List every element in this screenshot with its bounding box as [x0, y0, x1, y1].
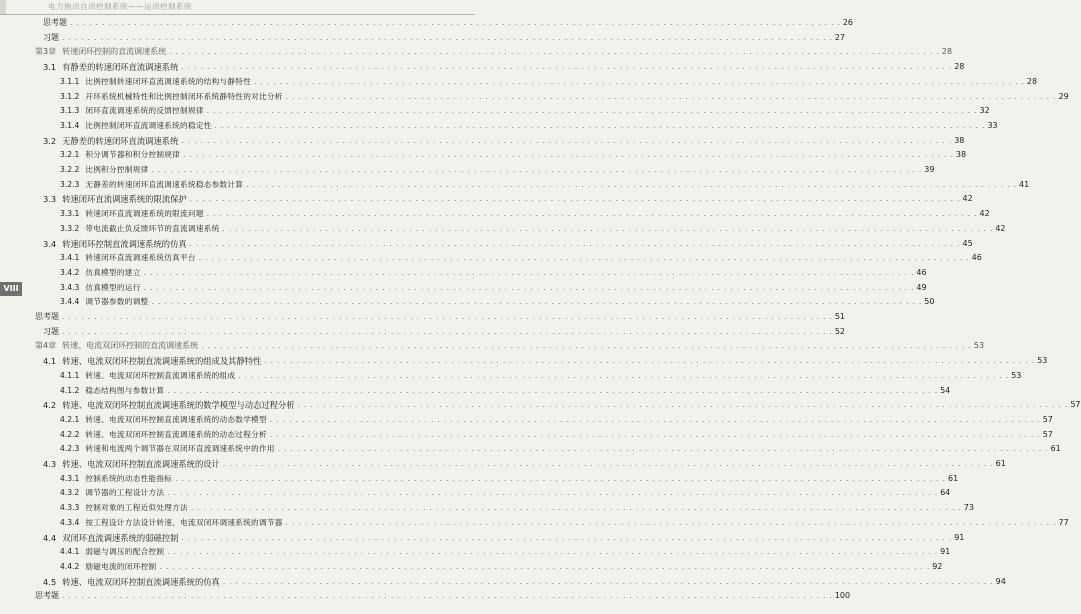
toc-entry[interactable] [0, 105, 990, 117]
toc-entry-heading [0, 311, 59, 323]
toc-page-number: 26 [842, 18, 853, 27]
toc-entry-title: 转速、电流双闭环控制的直流调速系统 [62, 341, 199, 351]
toc-entry-heading [0, 340, 198, 352]
toc-leader-dots: . . . . . . . . . . . . . . . . . . . . . . . . . . . . . . . . . . . . . . . . . . . . . . . . . . . . . . . . . . . . . . . . . . . . . . . . . . . . . . . . . . . . . . . . . . . . . . . . . . . . . . . . . . . . . . . . . . . . . . . . [181, 136, 953, 145]
toc-entry-title: 调节器参数的调整 [85, 297, 149, 307]
toc-entry[interactable] [0, 326, 845, 338]
toc-entry-title: 无静差的转速闭环直流调速系统稳态参数计算 [85, 179, 244, 189]
toc-entry[interactable] [0, 238, 973, 250]
toc-leader-dots: . . . . . . . . . . . . . . . . . . . . . . . . . . . . . . . . . . . . . . . . . . . . . . . . . . . . . . . . . . . . . . . . . . . . . . . . . . . . . . . . . . . . . . . . . . . . . . . . . . . . . . . . . . . . . . . . . . . . . . . . [189, 239, 961, 248]
toc-leader-dots: . . . . . . . . . . . . . . . . . . . . . . . . . . . . . . . . . . . . . . . . . . . . . . . . . . . . . . . . . . . . . . . . . . . . . . . . . . . . . . . . . . . . . . . . . . . . . . . . . . . . . . . . . . . . . . . . . . . . . . . . [151, 166, 923, 174]
toc-entry-heading [0, 370, 235, 382]
toc-entry-title: 稳态结构图与参数计算 [85, 385, 165, 395]
toc-entry-heading [0, 355, 261, 367]
toc-page-number: 64 [940, 488, 951, 498]
toc-entry-number: 4.4.1 [60, 547, 80, 557]
toc-entry-title: 控制对象的工程近似处理方法 [85, 503, 188, 513]
toc-entry-heading [0, 32, 59, 44]
toc-leader-dots: . . . . . . . . . . . . . . . . . . . . . . . . . . . . . . . . . . . . . . . . . . . . . . . . . . . . . . . . . . . . . . . . . . . . . . . . . . . . . . . . . . . . . . . . . . . . . . . . . . . . . . . . . . . . . . . . . . . . . . . . [269, 415, 1041, 424]
toc-entry[interactable] [0, 576, 1006, 588]
toc-entry-number: 3.3.2 [60, 223, 80, 233]
toc-entry-title: 无静差的转速闭环直流调速系统 [62, 135, 179, 146]
toc-entry-heading [0, 135, 178, 147]
toc-entry-title: 转速、电流双闭环控制直流调速系统的设计 [62, 459, 220, 469]
toc-page-number: 49 [916, 282, 927, 292]
toc-entry-title: 转速、电流双闭环控制直流调速系统的组成及其静特性 [62, 356, 262, 367]
toc-entry[interactable] [0, 76, 1038, 88]
toc-entry[interactable] [0, 91, 1069, 103]
toc-entry-number: 4.2 [43, 400, 57, 411]
toc-entry[interactable] [0, 487, 951, 499]
toc-entry-heading [0, 17, 67, 29]
toc-entry-heading [0, 326, 59, 338]
page-corner-mark [0, 0, 6, 14]
toc-entry-heading [0, 576, 220, 588]
toc-entry-number: 4.2.2 [60, 429, 80, 439]
toc-entry-title: 闭环直流调速系统的反馈控制规律 [85, 106, 204, 116]
toc-entry-title: 比例控制转速闭环直流调速系统的结构与静特性 [85, 76, 252, 86]
toc-entry[interactable] [0, 32, 845, 44]
toc-entry-heading [0, 429, 267, 441]
running-header [0, 0, 475, 15]
toc-leader-dots: . . . . . . . . . . . . . . . . . . . . . . . . . . . . . . . . . . . . . . . . . . . . . . . . . . . . . . . . . . . . . . . . . . . . . . . . . . . . . . . . . . . . . . . . . . . . . . . . . . . . . . . . . . . . . . . . . . . . . . . . [277, 445, 1049, 454]
toc-entry-heading [0, 267, 141, 279]
toc-entry-title: 转速闭环控制的直流调速系统 [62, 47, 167, 57]
toc-entry-number: 4.3.1 [60, 473, 80, 483]
toc-entry-number: 3.2.3 [60, 179, 80, 189]
toc-entry-number: 3.3 [43, 194, 57, 205]
toc-entry-number: 3.4.3 [60, 282, 80, 292]
toc-page-number: 38 [954, 135, 965, 145]
toc-entry-number: 4.3.3 [60, 503, 80, 513]
toc-page-number: 45 [962, 238, 973, 248]
toc-leader-dots: . . . . . . . . . . . . . . . . . . . . . . . . . . . . . . . . . . . . . . . . . . . . . . . . . . . . . . . . . . . . . . . . . . . . . . . . . . . . . . . . . . . . . . . . . . . . . . . . . . . . . . . . . . . . . . . . . . . . . . . . [285, 518, 1057, 527]
toc-entry-heading [0, 399, 295, 411]
toc-page-number: 52 [834, 326, 845, 336]
toc-entry-title: 积分调节器和积分控制规律 [85, 150, 181, 160]
toc-entry-number: 4.4.2 [60, 561, 80, 571]
toc-entry-title: 仿真模型的建立 [85, 267, 141, 277]
toc-entry-number: 4.1.2 [60, 385, 80, 395]
toc-entry[interactable] [0, 282, 927, 294]
toc-page-number: 46 [916, 267, 927, 277]
toc-entry-title: 转速、电流双闭环控制直流调速系统的数学模型与动态过程分析 [62, 400, 295, 411]
toc-leader-dots: . . . . . . . . . . . . . . . . . . . . . . . . . . . . . . . . . . . . . . . . . . . . . . . . . . . . . . . . . . . . . . . . . . . . . . . . . . . . . . . . . . . . . . . . . . . . . . . . . . . . . . . . . . . . . . . . . . . . . . . . [264, 357, 1036, 366]
toc-entry-number: 4.2.1 [60, 414, 80, 424]
toc-entry[interactable] [0, 546, 951, 558]
toc-page-number: 57 [1042, 429, 1053, 439]
toc-entry[interactable] [0, 252, 982, 264]
toc-entry-title: 励磁电流的闭环控制 [85, 561, 157, 571]
toc-entry[interactable] [0, 370, 1022, 382]
toc-entry[interactable] [0, 120, 998, 132]
toc-entry-title: 转速闭环直流调速系统的限流保护 [62, 194, 187, 205]
toc-page-number: 42 [979, 209, 990, 219]
toc-entry-heading [0, 76, 251, 88]
toc-entry-title: 弱磁与调压的配合控制 [85, 547, 165, 557]
toc-page-number: 32 [979, 106, 990, 116]
toc-entry-title: 转速、电流双闭环控制直流调速系统的组成 [85, 370, 236, 380]
toc-leader-dots: . . . . . . . . . . . . . . . . . . . . . . . . . . . . . . . . . . . . . . . . . . . . . . . . . . . . . . . . . . . . . . . . . . . . . . . . . . . . . . . . . . . . . . . . . . . . . . . . . . . . . . . . . . . . . . . . . . . . . . . . [222, 224, 994, 233]
toc-leader-dots: . . . . . . . . . . . . . . . . . . . . . . . . . . . . . . . . . . . . . . . . . . . . . . . . . . . . . . . . . . . . . . . . . . . . . . . . . . . . . . . . . . . . . . . . . . . . . . . . . . . . . . . . . . . . . . . . . . . . . . . . [238, 371, 1010, 380]
toc-page-number: 61 [947, 473, 959, 483]
toc-page-number: 61 [1050, 444, 1061, 454]
toc-entry-title: 比例控制闭环直流调速系统的稳定性 [85, 120, 212, 130]
toc-entry-number: 4.2.3 [60, 444, 80, 454]
toc-entry-number: 3.1.4 [60, 120, 80, 130]
toc-page-number: 27 [834, 32, 845, 42]
toc-entry-heading [0, 487, 164, 499]
toc-entry-heading [0, 532, 178, 544]
toc-leader-dots: . . . . . . . . . . . . . . . . . . . . . . . . . . . . . . . . . . . . . . . . . . . . . . . . . . . . . . . . . . . . . . . . . . . . . . . . . . . . . . . . . . . . . . . . . . . . . . . . . . . . . . . . . . . . . . . . . . . . . . . . [198, 254, 970, 263]
toc-entry[interactable] [0, 340, 985, 352]
toc-entry-title: 带电流截止负反馈环节的直流调速系统 [85, 223, 220, 233]
toc-entry-heading [0, 546, 164, 558]
toc-entry-number: 3.1.3 [60, 106, 80, 116]
toc-entry[interactable] [0, 149, 967, 161]
toc-entry[interactable] [0, 193, 973, 205]
toc-leader-dots: . . . . . . . . . . . . . . . . . . . . . . . . . . . . . . . . . . . . . . . . . . . . . . . . . . . . . . . . . . . . . . . . . . . . . . . . . . . . . . . . . . . . . . . . . . . . . . . . . . . . . . . . . . . . . . . . . . . . . . . . [285, 92, 1057, 101]
toc-entry[interactable] [0, 429, 1053, 441]
toc-leader-dots: . . . . . . . . . . . . . . . . . . . . . . . . . . . . . . . . . . . . . . . . . . . . . . . . . . . . . . . . . . . . . . . . . . . . . . . . . . . . . . . . . . . . . . . . . . . . . . . . . . . . . . . . . . . . . . . . . . . . . . . . [143, 268, 915, 277]
toc-entry[interactable] [0, 473, 959, 485]
toc-entry-title: 仿真模型的运行 [85, 282, 141, 292]
toc-entry-title: 控制系统的动态性能指标 [85, 473, 173, 483]
toc-leader-dots: . . . . . . . . . . . . . . . . . . . . . . . . . . . . . . . . . . . . . . . . . . . . . . . . . . . . . . . . . . . . . . . . . . . . . . . . . . . . . . . . . . . . . . . . . . . . . . . . . . . . . . . . . . . . . . . . . . . . . . . . [246, 180, 1018, 189]
toc-entry[interactable] [0, 208, 990, 220]
toc-leader-dots: . . . . . . . . . . . . . . . . . . . . . . . . . . . . . . . . . . . . . . . . . . . . . . . . . . . . . . . . . . . . . . . . . . . . . . . . . . . . . . . . . . . . . . . . . . . . . . . . . . . . . . . . . . . . . . . . . . . . . . . . [214, 121, 986, 130]
toc-entry[interactable] [0, 46, 953, 58]
toc-entry-heading [0, 179, 243, 191]
toc-entry-title: 思考题 [43, 18, 67, 27]
toc-page-number: 54 [940, 385, 951, 395]
toc-entry-heading [0, 296, 148, 308]
toc-entry-heading [0, 458, 220, 470]
toc-entry-title: 转速闭环直流调速系统的限流问题 [85, 209, 204, 219]
toc-entry-number: 4.3.4 [60, 517, 80, 527]
toc-entry-number: 3.2 [43, 135, 57, 146]
toc-leader-dots: . . . . . . . . . . . . . . . . . . . . . . . . . . . . . . . . . . . . . . . . . . . . . . . . . . . . . . . . . . . . . . . . . . . . . . . . . . . . . . . . . . . . . . . . . . . . . . . . . . . . . . . . . . . . . . . . . . . . . . . . [159, 562, 931, 571]
toc-page-number: 61 [995, 459, 1006, 468]
toc-page-number: 53 [973, 341, 985, 351]
toc-entry-heading [0, 561, 156, 573]
toc-entry[interactable] [0, 502, 974, 514]
toc-page-number: 41 [1019, 179, 1030, 189]
toc-entry-number: 3.2.2 [60, 165, 80, 174]
toc-leader-dots: . . . . . . . . . . . . . . . . . . . . . . . . . . . . . . . . . . . . . . . . . . . . . . . . . . . . . . . . . . . . . . . . . . . . . . . . . . . . . . . . . . . . . . . . . . . . . . . . . . . . . . . . . . . . . . . . . . . . . . . . [206, 107, 978, 116]
toc-entry-title: 按工程设计方法设计转速、电流双闭环调速系统的调节器 [85, 517, 283, 527]
toc-leader-dots: . . . . . . . . . . . . . . . . . . . . . . . . . . . . . . . . . . . . . . . . . . . . . . . . . . . . . . . . . . . . . . . . . . . . . . . . . . . . . . . . . . . . . . . . . . . . . . . . . . . . . . . . . . . . . . . . . . . . . . . . [222, 577, 994, 586]
toc-leader-dots: . . . . . . . . . . . . . . . . . . . . . . . . . . . . . . . . . . . . . . . . . . . . . . . . . . . . . . . . . . . . . . . . . . . . . . . . . . . . . . . . . . . . . . . . . . . . . . . . . . . . . . . . . . . . . . . . . . . . . . . . [62, 313, 833, 321]
toc-leader-dots: . . . . . . . . . . . . . . . . . . . . . . . . . . . . . . . . . . . . . . . . . . . . . . . . . . . . . . . . . . . . . . . . . . . . . . . . . . . . . . . . . . . . . . . . . . . . . . . . . . . . . . . . . . . . . . . . . . . . . . . . [167, 386, 939, 395]
toc-entry[interactable] [0, 458, 1006, 470]
toc-page-number: 42 [995, 223, 1006, 233]
toc-page-number: 28 [954, 62, 965, 72]
toc-entry-number: 第4章 [35, 341, 57, 351]
toc-entry-title: 转速闭环直流调速系统仿真平台 [85, 253, 196, 263]
toc-entry-heading [0, 208, 204, 220]
toc-entry-title: 转速、电流双闭环控制直流调速系统的仿真 [62, 576, 220, 587]
toc-entry-heading [0, 105, 204, 117]
toc-entry[interactable] [0, 179, 1030, 191]
toc-entry-number: 3.1.1 [60, 76, 80, 86]
toc-page-number: 39 [924, 165, 935, 174]
toc-page-number: 94 [995, 576, 1006, 586]
toc-entry-heading [0, 414, 267, 426]
toc-entry-heading [0, 590, 59, 602]
toc-leader-dots: . . . . . . . . . . . . . . . . . . . . . . . . . . . . . . . . . . . . . . . . . . . . . . . . . . . . . . . . . . . . . . . . . . . . . . . . . . . . . . . . . . . . . . . . . . . . . . . . . . . . . . . . . . . . . . . . . . . . . . . . [269, 430, 1041, 439]
toc-leader-dots: . . . . . . . . . . . . . . . . . . . . . . . . . . . . . . . . . . . . . . . . . . . . . . . . . . . . . . . . . . . . . . . . . . . . . . . . . . . . . . . . . . . . . . . . . . . . . . . . . . . . . . . . . . . . . . . . . . . . . . . . [167, 489, 939, 498]
toc-entry-number: 4.3 [43, 459, 57, 469]
toc-entry-title: 转速、电流双闭环控制直流调速系统的动态数学模型 [85, 414, 267, 424]
toc-entry-heading [0, 473, 172, 485]
toc-page-number: 33 [987, 120, 998, 130]
toc-leader-dots: . . . . . . . . . . . . . . . . . . . . . . . . . . . . . . . . . . . . . . . . . . . . . . . . . . . . . . . . . . . . . . . . . . . . . . . . . . . . . . . . . . . . . . . . . . . . . . . . . . . . . . . . . . . . . . . . . . . . . . . . [62, 592, 833, 601]
toc-entry-number: 3.2.1 [60, 150, 80, 160]
toc-entry-title: 习题 [43, 326, 59, 336]
toc-entry-heading [0, 517, 283, 529]
toc-page-number: 28 [941, 47, 953, 57]
toc-page-number: 29 [1058, 91, 1069, 101]
toc-entry-heading [0, 223, 220, 235]
toc-leader-dots: . . . . . . . . . . . . . . . . . . . . . . . . . . . . . . . . . . . . . . . . . . . . . . . . . . . . . . . . . . . . . . . . . . . . . . . . . . . . . . . . . . . . . . . . . . . . . . . . . . . . . . . . . . . . . . . . . . . . . . . . [222, 460, 994, 468]
toc-entry-title: 比例积分控制规律 [85, 165, 149, 174]
toc-entry[interactable] [0, 164, 935, 176]
toc-entry-title: 开环系统机械特性和比例控制闭环系统静特性的对比分析 [85, 91, 283, 101]
toc-entry[interactable] [0, 561, 943, 573]
toc-leader-dots: . . . . . . . . . . . . . . . . . . . . . . . . . . . . . . . . . . . . . . . . . . . . . . . . . . . . . . . . . . . . . . . . . . . . . . . . . . . . . . . . . . . . . . . . . . . . . . . . . . . . . . . . . . . . . . . . . . . . . . . . [201, 342, 972, 351]
toc-entry-title: 习题 [43, 32, 59, 42]
toc-entry-heading [0, 238, 187, 250]
toc-entry-number: 3.3.1 [60, 209, 80, 219]
toc-entry[interactable] [0, 296, 935, 308]
toc-entry-number: 3.1.2 [60, 91, 80, 101]
toc-entry-number: 第3章 [35, 47, 57, 57]
toc-entry[interactable] [0, 517, 1069, 529]
toc-entry[interactable] [0, 135, 965, 147]
toc-entry[interactable] [0, 532, 965, 544]
toc-entry[interactable] [0, 385, 951, 397]
toc-entry-heading [0, 385, 164, 397]
toc-leader-dots: . . . . . . . . . . . . . . . . . . . . . . . . . . . . . . . . . . . . . . . . . . . . . . . . . . . . . . . . . . . . . . . . . . . . . . . . . . . . . . . . . . . . . . . . . . . . . . . . . . . . . . . . . . . . . . . . . . . . . . . . [297, 401, 1069, 410]
toc-leader-dots: . . . . . . . . . . . . . . . . . . . . . . . . . . . . . . . . . . . . . . . . . . . . . . . . . . . . . . . . . . . . . . . . . . . . . . . . . . . . . . . . . . . . . . . . . . . . . . . . . . . . . . . . . . . . . . . . . . . . . . . . [169, 48, 940, 57]
toc-leader-dots: . . . . . . . . . . . . . . . . . . . . . . . . . . . . . . . . . . . . . . . . . . . . . . . . . . . . . . . . . . . . . . . . . . . . . . . . . . . . . . . . . . . . . . . . . . . . . . . . . . . . . . . . . . . . . . . . . . . . . . . . [151, 298, 923, 307]
toc-leader-dots: . . . . . . . . . . . . . . . . . . . . . . . . . . . . . . . . . . . . . . . . . . . . . . . . . . . . . . . . . . . . . . . . . . . . . . . . . . . . . . . . . . . . . . . . . . . . . . . . . . . . . . . . . . . . . . . . . . . . . . . . [143, 283, 915, 292]
toc-leader-dots: . . . . . . . . . . . . . . . . . . . . . . . . . . . . . . . . . . . . . . . . . . . . . . . . . . . . . . . . . . . . . . . . . . . . . . . . . . . . . . . . . . . . . . . . . . . . . . . . . . . . . . . . . . . . . . . . . . . . . . . . [62, 33, 833, 42]
toc-entry-heading [0, 193, 187, 205]
toc-entry-number: 3.4.1 [60, 253, 80, 263]
toc-entry[interactable] [0, 311, 845, 323]
page-number-tab: VIII [0, 282, 22, 296]
toc-entry[interactable] [0, 17, 853, 29]
toc-leader-dots: . . . . . . . . . . . . . . . . . . . . . . . . . . . . . . . . . . . . . . . . . . . . . . . . . . . . . . . . . . . . . . . . . . . . . . . . . . . . . . . . . . . . . . . . . . . . . . . . . . . . . . . . . . . . . . . . . . . . . . . . [189, 195, 961, 204]
toc-entry-title: 调节器的工程设计方法 [85, 488, 165, 498]
toc-page-number: 28 [1026, 76, 1038, 86]
toc-entry-heading [0, 502, 188, 514]
toc-entry-number: 4.1.1 [60, 370, 80, 380]
running-header-text: 电力拖动自动控制系统——运动控制系统 [48, 2, 192, 11]
toc-entry[interactable] [0, 399, 1081, 411]
toc-entry[interactable] [0, 223, 1006, 235]
toc-page-number: 92 [932, 561, 943, 571]
toc-entry-title: 双闭环直流调速系统的弱磁控制 [62, 532, 179, 543]
toc-page-number: 77 [1058, 517, 1069, 527]
toc-entry-heading [0, 443, 275, 455]
toc-entry-title: 有静差的转速闭环直流调速系统 [62, 62, 179, 73]
toc-entry[interactable] [0, 414, 1053, 426]
toc-entry-number: 3.4.4 [60, 297, 80, 307]
toc-entry[interactable] [0, 355, 1048, 367]
toc-entry-title: 思考题 [35, 591, 59, 601]
toc-entry-title: 转速闭环控制直流调速系统的仿真 [62, 238, 187, 249]
toc-entry-title: 思考题 [35, 312, 59, 321]
toc-entry-number: 4.1 [43, 356, 57, 367]
toc-leader-dots: . . . . . . . . . . . . . . . . . . . . . . . . . . . . . . . . . . . . . . . . . . . . . . . . . . . . . . . . . . . . . . . . . . . . . . . . . . . . . . . . . . . . . . . . . . . . . . . . . . . . . . . . . . . . . . . . . . . . . . . . [167, 548, 939, 557]
toc-entry-number: 4.4 [43, 532, 57, 543]
toc-entry-heading [0, 46, 166, 58]
toc-page-number: 53 [1011, 370, 1022, 380]
toc-leader-dots: . . . . . . . . . . . . . . . . . . . . . . . . . . . . . . . . . . . . . . . . . . . . . . . . . . . . . . . . . . . . . . . . . . . . . . . . . . . . . . . . . . . . . . . . . . . . . . . . . . . . . . . . . . . . . . . . . . . . . . . . [175, 474, 946, 483]
toc-page-number: 91 [954, 532, 965, 542]
toc-page-number: 91 [940, 547, 951, 557]
toc-entry-heading [0, 252, 196, 264]
toc-entry-heading [0, 61, 178, 73]
toc-entry[interactable] [0, 443, 1061, 455]
toc-leader-dots: . . . . . . . . . . . . . . . . . . . . . . . . . . . . . . . . . . . . . . . . . . . . . . . . . . . . . . . . . . . . . . . . . . . . . . . . . . . . . . . . . . . . . . . . . . . . . . . . . . . . . . . . . . . . . . . . . . . . . . . . [181, 533, 953, 542]
toc-entry-heading [0, 120, 212, 132]
toc-page-number: 57 [1042, 414, 1053, 424]
toc-page-number: 73 [963, 503, 974, 513]
toc-entry[interactable] [0, 267, 927, 279]
toc-entry-title: 转速和电流两个调节器在双闭环直流调速系统中的作用 [85, 444, 275, 454]
toc-leader-dots: . . . . . . . . . . . . . . . . . . . . . . . . . . . . . . . . . . . . . . . . . . . . . . . . . . . . . . . . . . . . . . . . . . . . . . . . . . . . . . . . . . . . . . . . . . . . . . . . . . . . . . . . . . . . . . . . . . . . . . . . [62, 327, 833, 336]
toc-entry-number: 4.5 [43, 576, 57, 587]
toc-entry-number: 4.3.2 [60, 488, 80, 498]
toc-entry-heading [0, 149, 180, 161]
toc-page-number: 46 [971, 253, 982, 263]
toc-entry-heading [0, 164, 148, 176]
toc-page-number: 50 [924, 297, 935, 307]
toc-page-number: 100 [834, 591, 851, 601]
toc-leader-dots: . . . . . . . . . . . . . . . . . . . . . . . . . . . . . . . . . . . . . . . . . . . . . . . . . . . . . . . . . . . . . . . . . . . . . . . . . . . . . . . . . . . . . . . . . . . . . . . . . . . . . . . . . . . . . . . . . . . . . . . . [190, 504, 962, 513]
toc-leader-dots: . . . . . . . . . . . . . . . . . . . . . . . . . . . . . . . . . . . . . . . . . . . . . . . . . . . . . . . . . . . . . . . . . . . . . . . . . . . . . . . . . . . . . . . . . . . . . . . . . . . . . . . . . . . . . . . . . . . . . . . . [206, 210, 978, 219]
toc-leader-dots: . . . . . . . . . . . . . . . . . . . . . . . . . . . . . . . . . . . . . . . . . . . . . . . . . . . . . . . . . . . . . . . . . . . . . . . . . . . . . . . . . . . . . . . . . . . . . . . . . . . . . . . . . . . . . . . . . . . . . . . . [181, 63, 953, 72]
toc-entry[interactable] [0, 61, 965, 73]
toc-page-number: 38 [955, 150, 967, 160]
toc-entry-number: 3.4.2 [60, 267, 80, 277]
toc-entry-title: 转速、电流双闭环控制直流调速系统的动态过程分析 [85, 429, 267, 439]
toc-entry-heading [0, 282, 141, 294]
toc-leader-dots: . . . . . . . . . . . . . . . . . . . . . . . . . . . . . . . . . . . . . . . . . . . . . . . . . . . . . . . . . . . . . . . . . . . . . . . . . . . . . . . . . . . . . . . . . . . . . . . . . . . . . . . . . . . . . . . . . . . . . . . . [70, 19, 841, 27]
toc-page-number: 57 [1070, 400, 1081, 410]
toc-entry-heading [0, 91, 283, 103]
toc-entry-number: 3.4 [43, 238, 57, 249]
toc-leader-dots: . . . . . . . . . . . . . . . . . . . . . . . . . . . . . . . . . . . . . . . . . . . . . . . . . . . . . . . . . . . . . . . . . . . . . . . . . . . . . . . . . . . . . . . . . . . . . . . . . . . . . . . . . . . . . . . . . . . . . . . . [254, 77, 1025, 86]
toc-entry-number: 3.1 [43, 62, 57, 73]
toc-leader-dots: . . . . . . . . . . . . . . . . . . . . . . . . . . . . . . . . . . . . . . . . . . . . . . . . . . . . . . . . . . . . . . . . . . . . . . . . . . . . . . . . . . . . . . . . . . . . . . . . . . . . . . . . . . . . . . . . . . . . . . . . [183, 151, 954, 160]
toc-page-number: 42 [962, 194, 973, 204]
toc-page-number: 53 [1037, 356, 1048, 366]
toc-page-number: 51 [834, 312, 845, 321]
toc-entry[interactable] [0, 590, 851, 602]
